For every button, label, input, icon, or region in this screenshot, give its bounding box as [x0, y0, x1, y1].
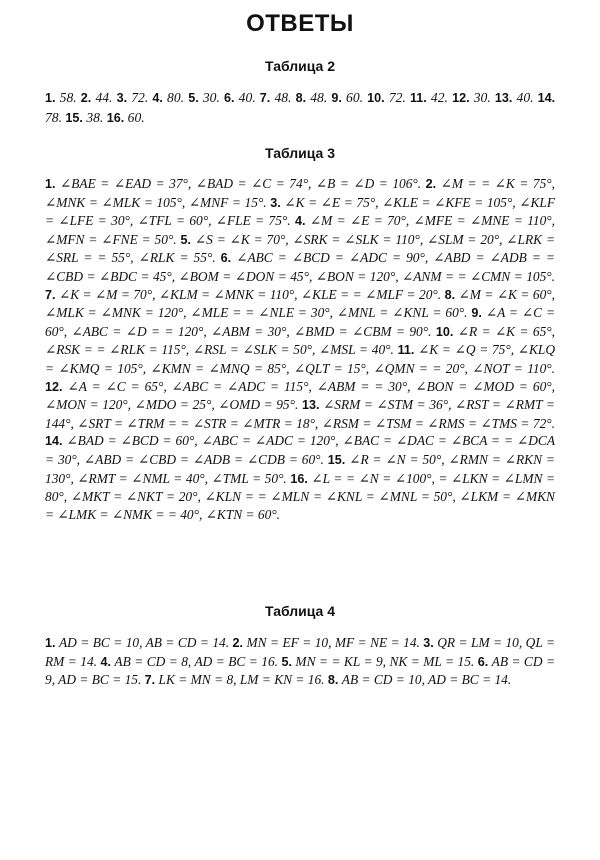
section-heading-table-2: Таблица 2 [264, 58, 336, 74]
answer-number: 7. [259, 91, 271, 105]
answer-text: 40. [516, 90, 534, 105]
answer-text: ∠M = ∠E = 70°, ∠MFE = ∠MNE = 110°, ∠MFN = ∠FNE = 50°. [45, 213, 555, 247]
answer-text: 40. [238, 90, 256, 105]
answer-text: ∠M = = ∠K = 75°, ∠MNK = ∠MLK = 105°, ∠MNF = 15°. [45, 176, 555, 210]
answer-text: ∠A = ∠C = 65°, ∠ABC = ∠ADC = 115°, ∠ABM = = 30°, ∠BON = ∠MOD = 60°, ∠MON = 120°, ∠MDO = 25°, ∠OMD = 95°. [45, 378, 556, 413]
answer-item [45, 635, 229, 650]
answer-number: 14. [45, 434, 63, 449]
answer-number: 8. [444, 287, 456, 302]
answer-item [45, 90, 77, 105]
answer-number: 6. [223, 91, 235, 105]
answer-item [281, 654, 474, 669]
section-body-table-2 [45, 88, 555, 128]
answer-text: 38. [86, 110, 104, 125]
section-body-table-3 [45, 175, 555, 523]
section-heading-table-4: Таблица 4 [264, 603, 336, 619]
answer-number: 12. [45, 379, 63, 394]
answer-number: 5. [281, 654, 292, 669]
answer-text: 44. [95, 90, 113, 105]
answer-text: 72. [131, 90, 149, 105]
section-body-table-4 [45, 634, 555, 690]
answer-item [107, 110, 145, 125]
answer-number: 1. [45, 91, 56, 105]
answer-text: ∠SRM = ∠STM = 36°, ∠RST = ∠RMT = 144°, ∠SRT = ∠TRM = = ∠STR = ∠MTR = 18°, ∠RSM = ∠TSM = ∠RMS = ∠TMS = 72°. [45, 397, 555, 431]
answer-item [260, 90, 292, 105]
answer-item [224, 90, 256, 105]
answer-text: 78. [45, 110, 62, 125]
answer-text: ∠S = ∠K = 70°, ∠SRK = ∠SLK = 110°, ∠SLM = 20°, ∠LRK = ∠SRL = = 55°, ∠RLK = 55°. [45, 231, 555, 266]
answer-number: 10. [367, 91, 385, 105]
answer-number: 13. [494, 91, 513, 105]
answer-item [410, 90, 448, 105]
answer-number: 11. [409, 91, 427, 105]
answer-item [65, 110, 103, 125]
answer-item [117, 90, 149, 105]
answer-number: 3. [270, 195, 281, 210]
answer-number: 8. [295, 91, 307, 105]
answer-text: ∠ABC = ∠BCD = ∠ADC = 90°, ∠ABD = ∠ADB = = ∠CBD = ∠BDC = 45°, ∠BOM = ∠DON = 45°, ∠BON = 120°, ∠ANM = = ∠CMN = 105°. [45, 250, 555, 284]
answer-item [81, 90, 113, 105]
answer-number: 16. [106, 111, 125, 125]
answer-number: 8. [327, 673, 339, 688]
answer-text: 48. [310, 90, 328, 105]
answer-number: 2. [232, 636, 244, 650]
answer-number: 1. [45, 636, 56, 650]
answer-text: 42. [430, 90, 448, 105]
answer-item [145, 672, 325, 687]
answer-number: 2. [425, 177, 437, 191]
answer-text: ∠A = ∠C = 60°, ∠ABC = ∠D = = 120°, ∠ABM = 30°, ∠BMD = ∠CBM = 90°. [45, 305, 555, 339]
answer-item [100, 654, 278, 669]
answer-text: ∠K = ∠M = 70°, ∠KLM = ∠MNK = 110°, ∠KLE = = ∠MLF = 20°. [58, 286, 442, 302]
answer-number: 3. [423, 636, 434, 650]
answer-item [45, 176, 421, 191]
answer-item [45, 287, 441, 302]
answer-item [328, 672, 511, 687]
answer-number: 11. [397, 343, 415, 358]
answer-text: ∠R = ∠N = 50°, ∠RMN = ∠RKN = 130°, ∠RMT = ∠NML = 40°, ∠TML = 50°. [45, 451, 555, 486]
answer-number: 1. [45, 177, 56, 191]
answer-text: AB = CD = 10, AD = BC = 14. [341, 672, 512, 688]
answer-number: 6. [477, 654, 489, 669]
answer-text: 30. [473, 90, 491, 105]
answer-item [188, 90, 220, 105]
answer-item [296, 90, 328, 105]
answer-number: 7. [144, 673, 156, 688]
answer-text: AB = CD = 8, AD = BC = 16. [114, 653, 278, 669]
answer-text: 72. [388, 90, 406, 105]
answer-item [233, 635, 420, 650]
answer-text: MN = EF = 10, MF = NE = 14. [246, 635, 420, 650]
answer-number: 5. [188, 91, 199, 105]
answer-item [495, 90, 534, 105]
answer-item [452, 90, 491, 105]
answer-text: ∠BAE = ∠EAD = 37°, ∠BAD = ∠C = 74°, ∠B = ∠D = 106°. [60, 176, 422, 191]
answer-text: ∠K = ∠Q = 75°, ∠KLQ = ∠KMQ = 105°, ∠KMN = ∠MNQ = 85°, ∠QLT = 15°, ∠QMN = = 20°, ∠NOT = 110°. [45, 342, 556, 376]
answer-number: 14. [537, 91, 556, 105]
answer-item [331, 90, 363, 105]
answer-text: ∠BAD = ∠BCD = 60°, ∠ABC = ∠ADC = 120°, ∠BAC = ∠DAC = ∠BCA = = ∠DCA = 30°, ∠ABD = ∠CBD = ∠ADB = ∠CDB = 60°. [45, 433, 555, 467]
answer-text: AB = CD = 9, AD = BC = 15. [45, 653, 556, 688]
answer-item [367, 90, 406, 105]
answer-number: 9. [471, 306, 482, 321]
answer-item [152, 90, 184, 105]
answer-number: 15. [65, 111, 83, 125]
answer-number: 4. [295, 214, 306, 229]
answer-number: 4. [152, 91, 163, 105]
answer-number: 15. [327, 452, 346, 467]
answer-text: 60. [127, 110, 145, 125]
answer-text: ∠R = ∠K = 65°, ∠RSK = = ∠RLK = 115°, ∠RSL = ∠SLK = 50°, ∠MSL = 40°. [45, 323, 556, 358]
answer-number: 2. [80, 91, 92, 105]
answer-text: MN = = KL = 9, NK = ML = 15. [295, 653, 475, 669]
answer-text: ∠K = ∠E = 75°, ∠KLE = ∠KFE = 105°, ∠KLF = ∠LFE = 30°, ∠TFL = 60°, ∠FLE = 75°. [45, 194, 556, 229]
answer-text: QR = LM = 10, QL = RM = 14. [45, 635, 555, 669]
answer-text: LK = MN = 8, LM = KN = 16. [158, 672, 325, 688]
page-title: ОТВЕТЫ [246, 10, 354, 37]
answer-number: 6. [220, 251, 232, 266]
answer-text: 60. [346, 90, 364, 105]
answer-number: 13. [301, 398, 320, 413]
answer-number: 5. [180, 232, 192, 247]
section-heading-table-3: Таблица 3 [264, 145, 336, 161]
answer-text: 30. [202, 90, 220, 105]
answer-text: ∠L = = ∠N = ∠100°, = ∠LKN = ∠LMN = 80°, ∠MKT = ∠NKT = 20°, ∠KLN = = ∠MLN = ∠KNL = ∠MNL = 50°, ∠LKM = ∠MKN = ∠LMK = ∠NMK = = 40°, ∠KTN = 60°. [45, 470, 555, 522]
answer-number: 9. [331, 91, 342, 105]
answer-text: ∠M = ∠K = 60°, ∠MLK = ∠MNK = 120°, ∠MLE = = ∠NLE = 30°, ∠MNL = ∠KNL = 60°. [45, 286, 555, 321]
answer-number: 16. [290, 471, 308, 486]
answer-text: 80. [167, 90, 185, 105]
answer-number: 4. [100, 654, 111, 669]
answer-number: 7. [45, 287, 56, 302]
answer-text: 58. [59, 90, 77, 105]
answer-text: 48. [274, 90, 292, 105]
answer-number: 12. [452, 91, 470, 105]
answer-text: AD = BC = 10, AB = CD = 14. [58, 635, 230, 650]
answer-number: 10. [435, 324, 454, 339]
answer-number: 3. [116, 91, 128, 105]
